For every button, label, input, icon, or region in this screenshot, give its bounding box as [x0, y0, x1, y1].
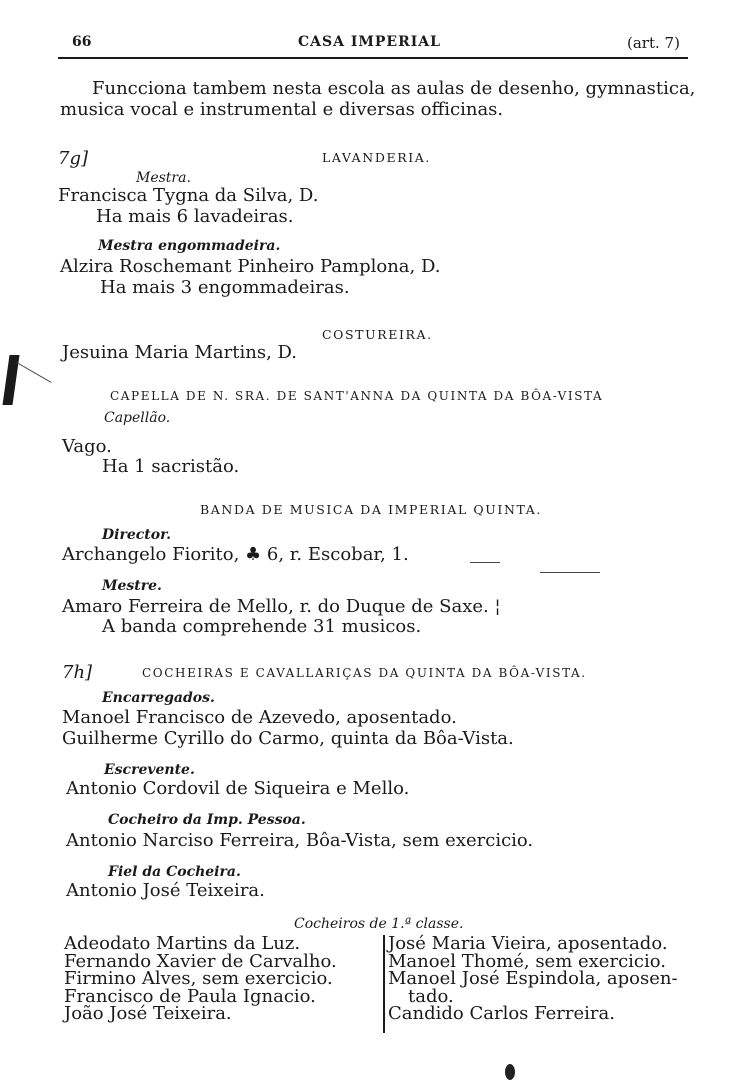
ink-blot — [505, 1064, 515, 1080]
intro-line-2: musica vocal e instrumental e diversas officinas. — [60, 99, 504, 120]
role-mestra-engommadeira: Mestra engommadeira. — [98, 238, 281, 254]
column-divider — [383, 935, 385, 1033]
list-item: José Maria Vieira, aposentado. — [388, 933, 668, 954]
heading-capella: CAPELLA DE N. SRA. DE SANT'ANNA DA QUINTA DA BÔA-VISTA — [110, 389, 604, 403]
list-item: Francisco de Paula Ignacio. — [64, 985, 316, 1007]
person-archangelo: Archangelo Fiorito, ♣ 6, r. Escobar, 1. — [62, 544, 409, 565]
ink-stroke — [470, 562, 500, 563]
list-item: Manoel Thomé, sem exercicio. — [388, 950, 666, 972]
person-antonio-narciso: Antonio Narciso Ferreira, Bôa-Vista, sem exercicio. — [66, 830, 534, 851]
right-column — [388, 935, 678, 1023]
role-mestre: Mestre. — [102, 578, 162, 594]
list-item: tado. — [408, 985, 454, 1007]
role-cocheiro-imp: Cocheiro da Imp. Pessoa. — [108, 812, 306, 828]
list-item: Fernando Xavier de Carvalho. — [64, 950, 337, 972]
intro-line-1: Funcciona tambem nesta escola as aulas de desenho, gymnastica, — [92, 78, 696, 99]
ink-stroke — [16, 362, 51, 383]
role-escrevente: Escrevente. — [104, 762, 195, 778]
list-item: Manoel José Espindola, aposen- — [388, 968, 678, 989]
role-director: Director. — [102, 527, 172, 543]
person-alzira: Alzira Roschemant Pinheiro Pamplona, D. — [60, 256, 441, 277]
note-lavadeiras: Ha mais 6 lavadeiras. — [96, 206, 294, 227]
role-capellao: Capellão. — [104, 410, 171, 426]
page-number: 66 — [72, 34, 92, 50]
note-engommadeiras: Ha mais 3 engommadeiras. — [100, 277, 350, 298]
list-item: Firmino Alves, sem exercicio. — [64, 968, 333, 989]
role-fiel-cocheira: Fiel da Cocheira. — [108, 864, 241, 880]
section-mark-7h: 7h] — [62, 662, 93, 683]
heading-costureira: COSTUREIRA. — [322, 327, 433, 342]
note-musicos: A banda comprehende 31 musicos. — [102, 616, 422, 637]
ink-stroke — [540, 572, 600, 573]
role-mestra: Mestra. — [136, 170, 191, 186]
section-mark-7g: 7g] — [58, 148, 88, 169]
heading-lavanderia: LAVANDERIA. — [322, 150, 431, 165]
person-antonio-jose: Antonio José Teixeira. — [66, 880, 265, 901]
person-manoel-francisco: Manoel Francisco de Azevedo, aposentado. — [62, 707, 457, 728]
list-item: Adeodato Martins da Luz. — [64, 933, 301, 954]
header-rule — [58, 57, 688, 59]
person-amaro: Amaro Ferreira de Mello, r. do Duque de Saxe. ¦ — [62, 596, 501, 617]
role-encarregados: Encarregados. — [102, 690, 215, 706]
article-ref: (art. 7) — [627, 34, 680, 52]
page-title: CASA IMPERIAL — [298, 34, 441, 50]
left-column — [64, 935, 337, 1023]
person-vago: Vago. — [62, 436, 112, 457]
person-jesuina: Jesuina Maria Martins, D. — [62, 342, 298, 363]
list-item: João José Teixeira. — [64, 1003, 232, 1024]
heading-cocheiras: COCHEIRAS E CAVALLARIÇAS DA QUINTA DA BÔA-VISTA. — [142, 666, 587, 680]
list-item: Candido Carlos Ferreira. — [388, 1003, 615, 1024]
person-antonio-cordovil: Antonio Cordovil de Siqueira e Mello. — [66, 778, 410, 799]
person-guilherme: Guilherme Cyrillo do Carmo, quinta da Bôa-Vista. — [62, 728, 514, 749]
heading-banda: BANDA DE MUSICA DA IMPERIAL QUINTA. — [200, 502, 542, 517]
note-sacristao: Ha 1 sacristão. — [102, 456, 240, 477]
role-cocheiros-1a: Cocheiros de 1.ª classe. — [294, 916, 464, 932]
person-francisca: Francisca Tygna da Silva, D. — [58, 185, 319, 206]
